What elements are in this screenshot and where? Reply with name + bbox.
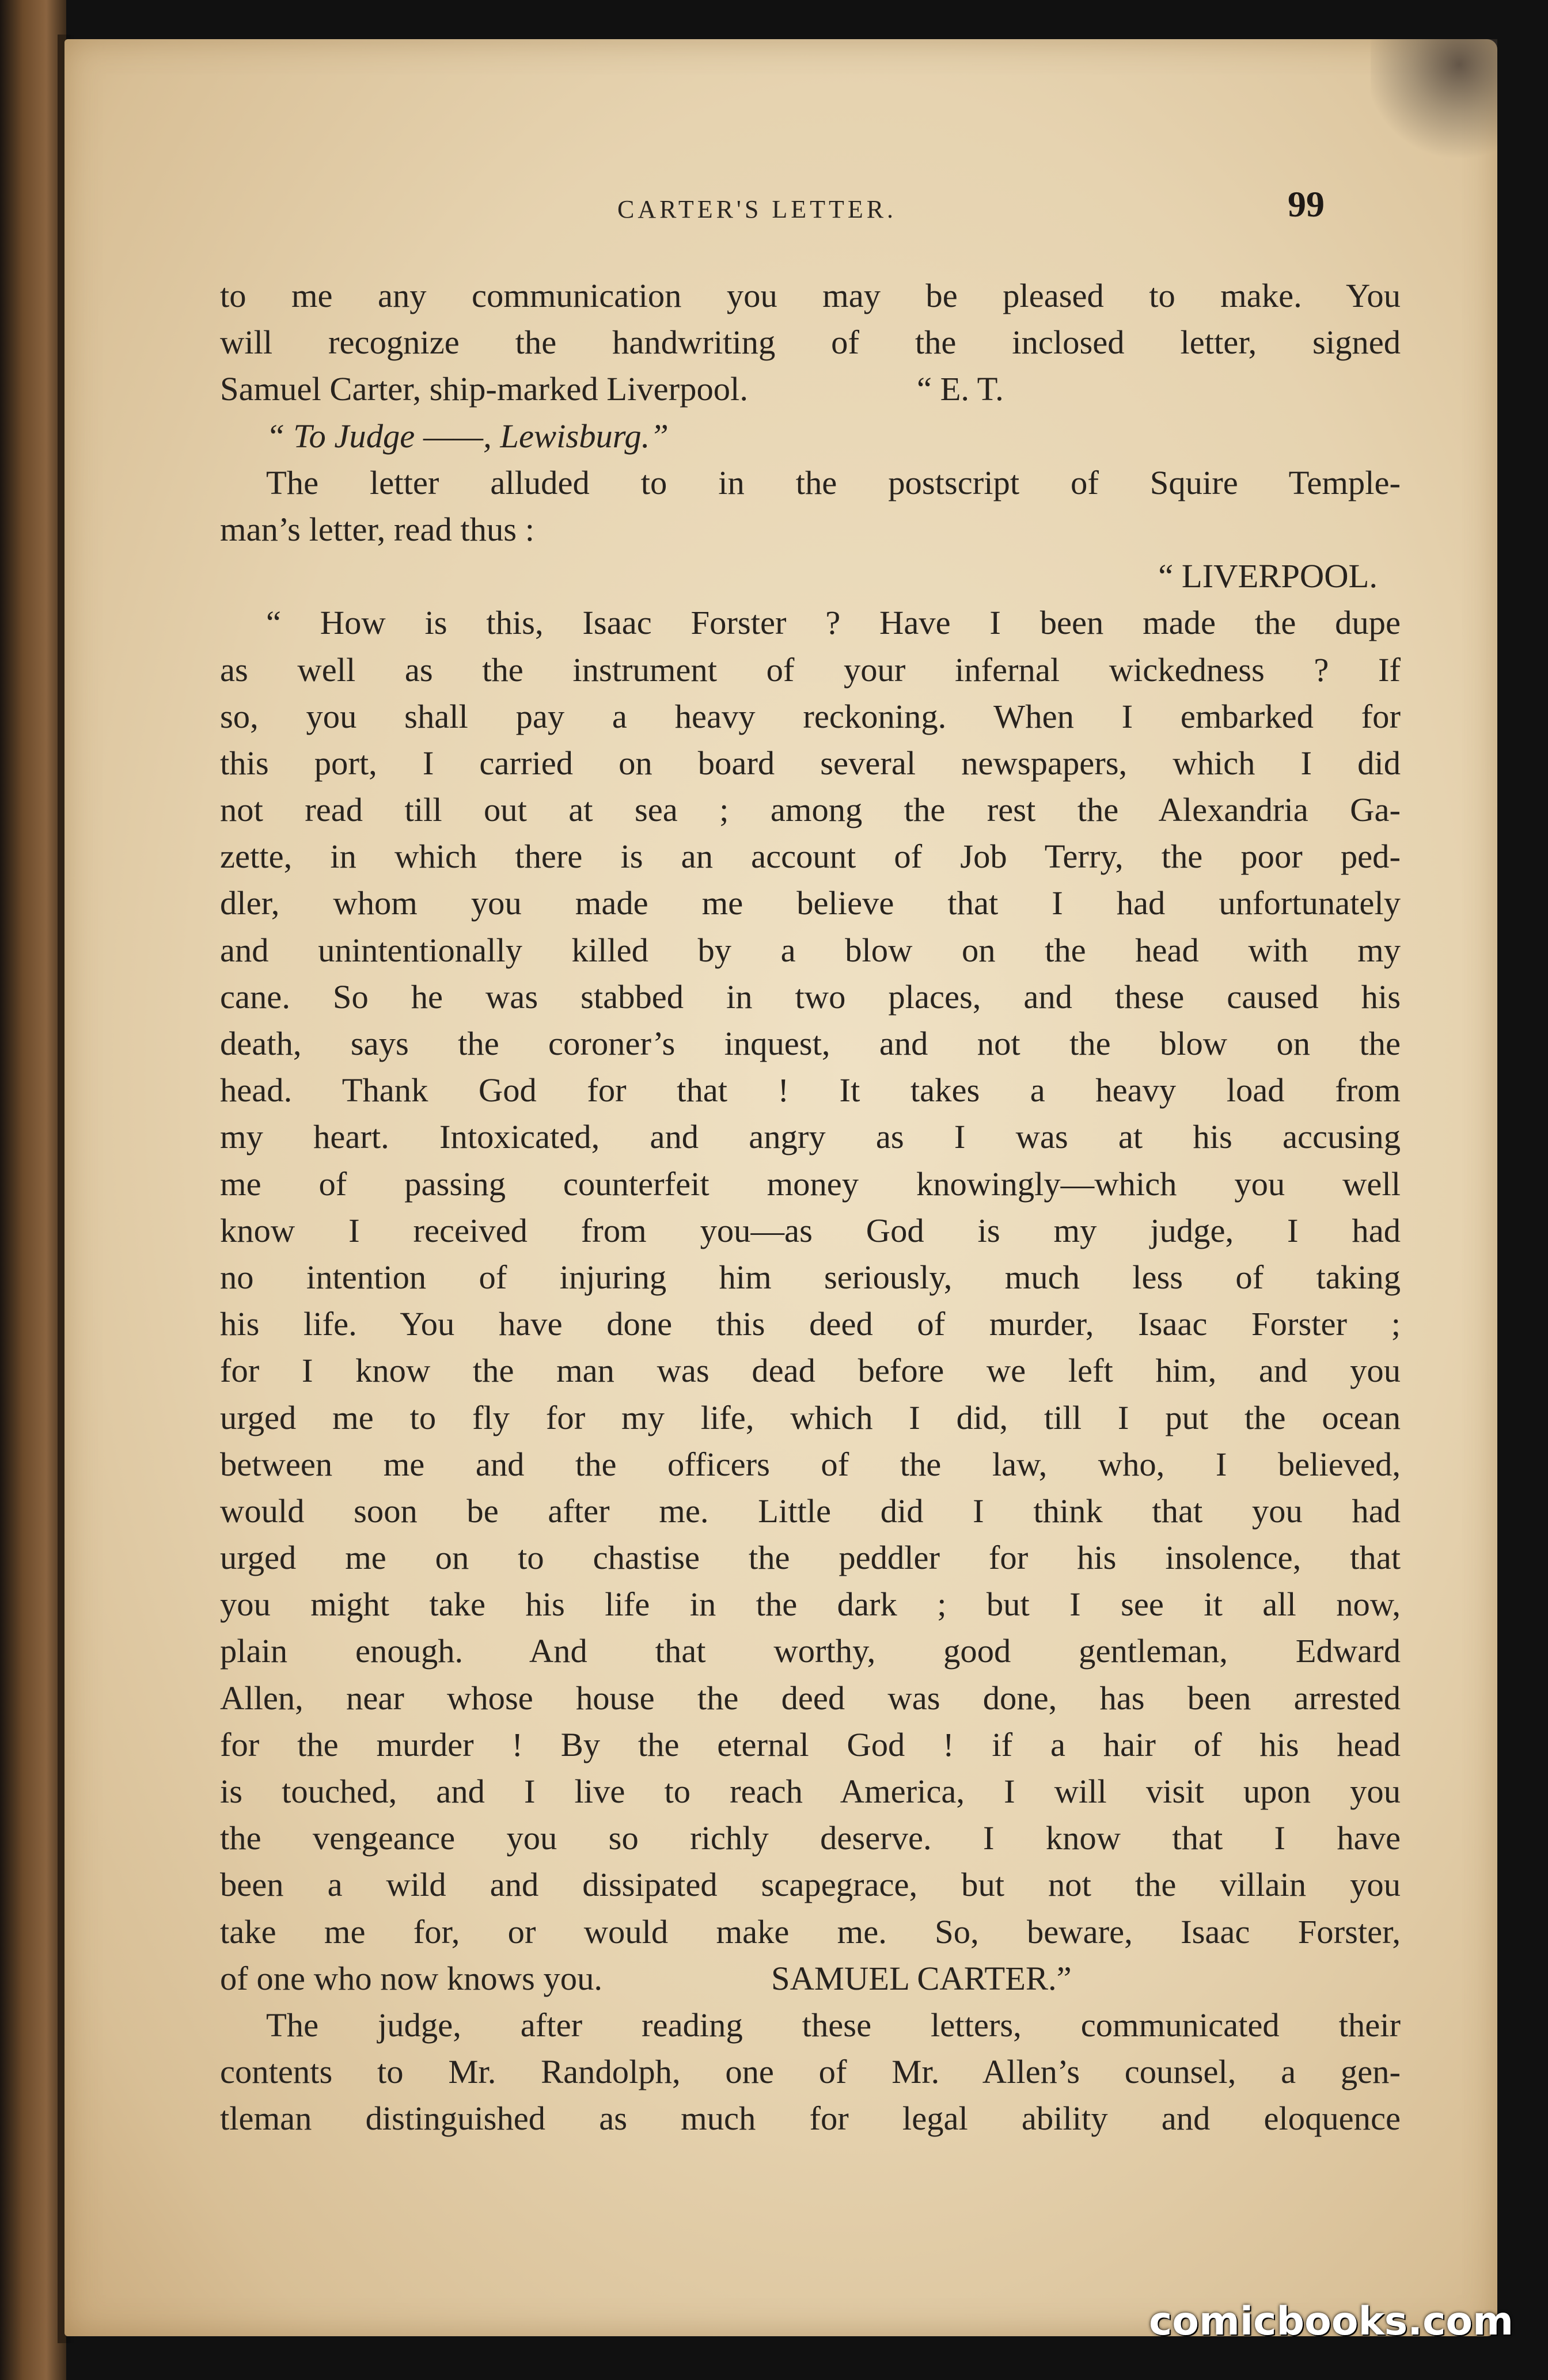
text-line: zette, in which there is an account of Job Terry, the poor ped- — [220, 838, 1401, 876]
text-line: take me for, or would make me. So, beware, Isaac Forster, — [220, 1913, 1401, 1951]
text-line: plain enough. And that worthy, good gentleman, Edward — [220, 1632, 1401, 1670]
text-line: so, you shall pay a heavy reckoning. When I embarked for — [220, 697, 1401, 735]
running-title: CARTER'S LETTER. — [617, 195, 897, 223]
running-header — [64, 183, 1497, 229]
text-line: this port, I carried on board several newspapers, which I did — [220, 744, 1401, 782]
corner-stain — [1371, 39, 1497, 166]
text-line: “ LIVERPOOL. — [1158, 557, 1378, 595]
text-line: urged me on to chastise the peddler for his insolence, that — [220, 1539, 1401, 1577]
text-line: you might take his life in the dark ; but I see it all now, — [220, 1586, 1401, 1624]
watermark: comicbooks.com — [1148, 2299, 1513, 2344]
text-line: man’s letter, read thus : — [220, 510, 534, 548]
paper-page — [64, 39, 1497, 2336]
text-line: dler, whom you made me believe that I had unfortunately — [220, 884, 1401, 922]
text-line: Allen, near whose house the deed was done, has been arrested — [220, 1679, 1401, 1717]
text-line: “ To Judge ——, Lewisburg.” — [266, 417, 669, 455]
text-line: head. Thank God for that ! It takes a heavy load from — [220, 1071, 1401, 1109]
text-line: the vengeance you so richly deserve. I know that I have — [220, 1819, 1401, 1857]
text-line: my heart. Intoxicated, and angry as I was at his accusing — [220, 1118, 1401, 1156]
text-line: know I received from you—as God is my judge, I had — [220, 1211, 1401, 1249]
text-line: urged me to fly for my life, which I did, till I put the ocean — [220, 1398, 1401, 1436]
text-line: cane. So he was stabbed in two places, and these caused his — [220, 978, 1401, 1016]
text-line: Samuel Carter, ship-marked Liverpool. “ E. T. — [220, 370, 1004, 408]
body-text — [220, 272, 1401, 2142]
text-line: and unintentionally killed by a blow on the head with my — [220, 931, 1401, 969]
text-line: for I know the man was dead before we left him, and you — [220, 1352, 1401, 1390]
text-line: “ How is this, Isaac Forster ? Have I been made the dupe — [266, 604, 1401, 642]
text-line: to me any communication you may be pleased to make. You — [220, 277, 1401, 314]
text-line: death, says the coroner’s inquest, and not the blow on the — [220, 1025, 1401, 1062]
adjacent-page-spine — [0, 0, 66, 2380]
text-line: no intention of injuring him seriously, much less of taking — [220, 1258, 1401, 1296]
text-line: is touched, and I live to reach America, I will visit upon you — [220, 1773, 1401, 1810]
text-line: as well as the instrument of your infernal wickedness ? If — [220, 651, 1401, 689]
text-line: contents to Mr. Randolph, one of Mr. Allen’s counsel, a gen- — [220, 2053, 1401, 2091]
text-line: The judge, after reading these letters, communicated their — [266, 2006, 1401, 2044]
text-line: will recognize the handwriting of the inclosed letter, signed — [220, 324, 1401, 362]
text-line: been a wild and dissipated scapegrace, but not the villain you — [220, 1866, 1401, 1904]
text-line: would soon be after me. Little did I think that you had — [220, 1492, 1401, 1530]
text-line: me of passing counterfeit money knowingly—which you well — [220, 1165, 1401, 1203]
text-line: his life. You have done this deed of murder, Isaac Forster ; — [220, 1305, 1401, 1343]
text-line: tleman distinguished as much for legal ability and eloquence — [220, 2100, 1401, 2138]
text-line: of one who now knows you. SAMUEL CARTER.” — [220, 1959, 1072, 1997]
text-line: between me and the officers of the law, who, I believed, — [220, 1445, 1401, 1483]
page-number: 99 — [1288, 184, 1325, 225]
text-line: for the murder ! By the eternal God ! if a hair of his head — [220, 1725, 1401, 1763]
text-line: The letter alluded to in the postscript of Squire Temple- — [266, 463, 1401, 501]
text-line: not read till out at sea ; among the rest the Alexandria Ga- — [220, 791, 1401, 829]
